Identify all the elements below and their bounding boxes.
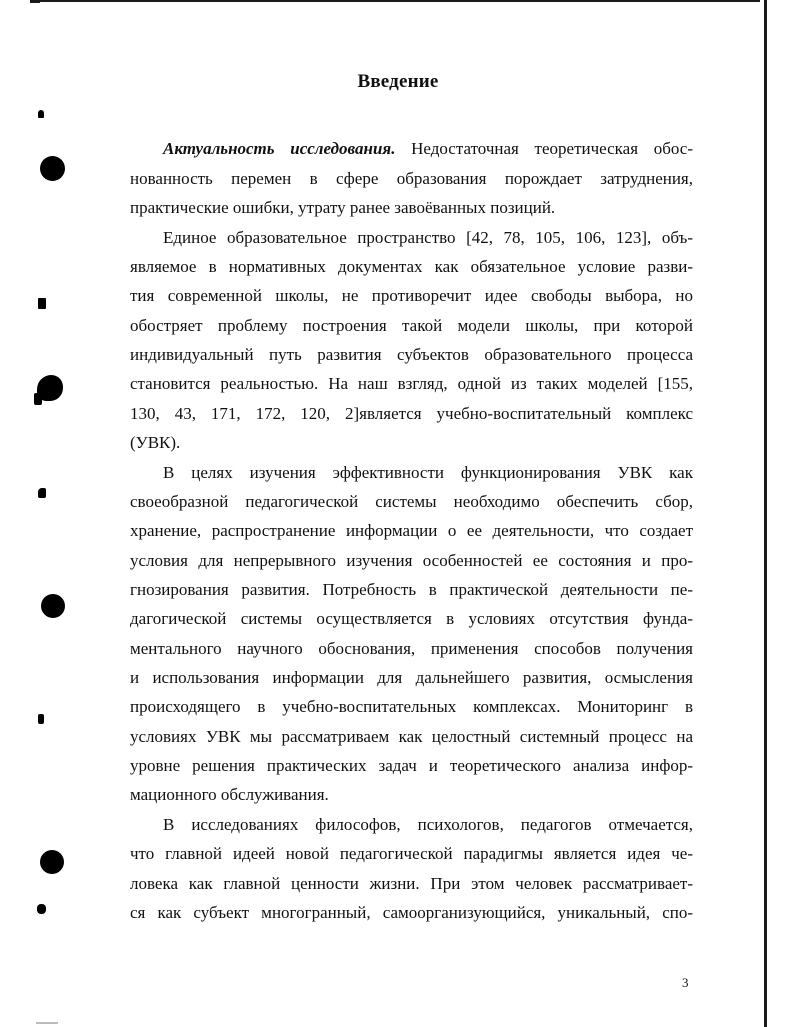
text-line: (УВК). <box>130 433 181 452</box>
text-line: условия для непрерывного изучения особенностей ее состояния и про- <box>130 551 693 570</box>
scan-speck <box>34 393 42 405</box>
text-line: являемое в нормативных документах как обязательное условие разви- <box>130 257 693 276</box>
text-line: хранение, распространение информации о ее деятельности, что создает <box>130 521 693 540</box>
scan-corner-mark <box>30 0 40 3</box>
text-line: условиях УВК мы рассматриваем как целостный системный процесс на <box>130 727 693 746</box>
text-line: своеобразной педагогической системы необходимо обеспечить сбор, <box>130 492 693 511</box>
scan-speck <box>38 714 44 724</box>
scan-speck <box>38 488 46 498</box>
page-right-edge <box>764 0 767 1027</box>
text-line: ментального научного обоснования, применения способов получения <box>130 639 693 658</box>
text-line: уровне решения практических задач и теоретического анализа инфор- <box>130 756 693 775</box>
lead-phrase: Актуальность исследования. <box>163 139 396 158</box>
text-line <box>163 138 693 160</box>
text-line: 130, 43, 171, 172, 120, 2]является учебно-воспитательный комплекс <box>130 404 693 423</box>
scan-speck <box>37 904 46 914</box>
text-line: В целях изучения эффективности функционирования УВК как <box>163 463 693 482</box>
text-line-content: Недостаточная теоретическая обос- <box>411 139 693 158</box>
text-line: ся как субъект многогранный, самоорганизующийся, уникальный, спо- <box>130 903 693 922</box>
text-line: нованность перемен в сфере образования порождает затруднения, <box>130 169 693 188</box>
text-line: Единое образовательное пространство [42, 78, 105, 106, 123], объ- <box>163 228 693 247</box>
page-top-edge <box>40 0 760 2</box>
text-line: гнозирования развития. Потребность в практической деятельности пе- <box>130 580 693 599</box>
scan-speck <box>38 110 44 118</box>
text-line: что главной идеей новой педагогической парадигмы является идея че- <box>130 844 693 863</box>
text-line: становится реальностью. На наш взгляд, одной из таких моделей [155, <box>130 374 693 393</box>
scan-bottom-mark <box>36 1022 58 1024</box>
text-line: тия современной школы, не противоречит идее свободы выбора, но <box>130 286 693 305</box>
text-line: ловека как главной ценности жизни. При этом человек рассматривает- <box>130 874 693 893</box>
text-line: практические ошибки, утрату ранее завоёванных позиций. <box>130 198 556 217</box>
text-line: происходящего в учебно-воспитательных комплексах. Мониторинг в <box>130 697 693 716</box>
text-line: В исследованиях философов, психологов, педагогов отмечается, <box>163 815 693 834</box>
text-line: мационного обслуживания. <box>130 785 329 804</box>
text-line: индивидуальный путь развития субъектов образовательного процесса <box>130 345 693 364</box>
page-number: 3 <box>682 975 689 990</box>
text-line: обостряет проблему построения такой модели школы, при которой <box>130 316 693 335</box>
binder-hole <box>40 850 64 874</box>
scan-speck <box>38 298 46 309</box>
binder-hole <box>40 156 65 181</box>
page-title: Введение <box>357 71 439 92</box>
text-line: и использования информации для дальнейшего развития, осмысления <box>130 668 693 687</box>
binder-hole <box>41 594 65 618</box>
text-line: дагогической системы осуществляется в условиях отсутствия фунда- <box>130 609 693 628</box>
